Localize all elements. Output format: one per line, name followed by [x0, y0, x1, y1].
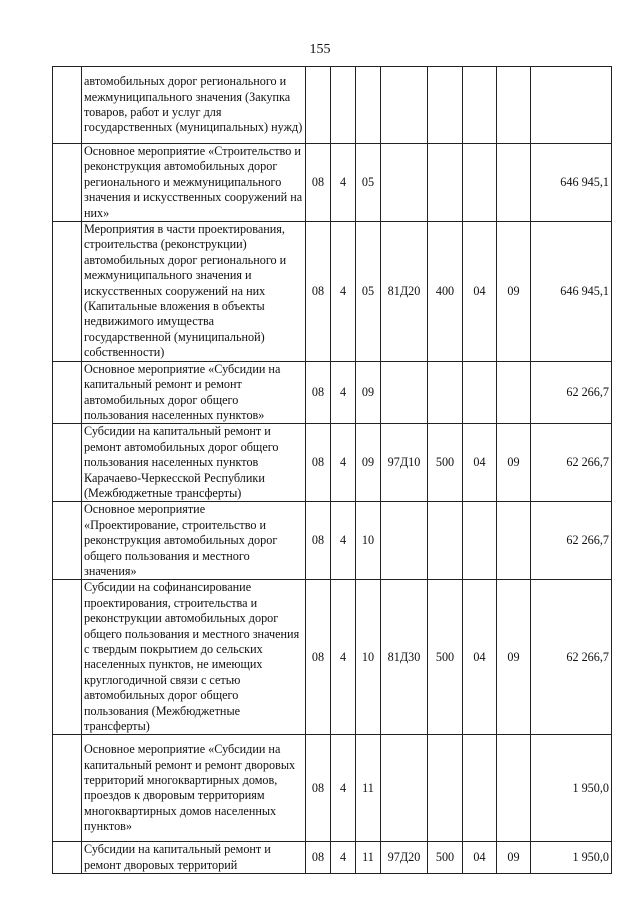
budget-table	[52, 66, 612, 874]
row-number-cell	[53, 580, 82, 735]
code-cell-c1: 08	[306, 580, 331, 735]
table-row	[53, 144, 612, 222]
code-cell-c2: 4	[331, 361, 356, 424]
row-name-cell: Основное мероприятие «Субсидии на капитальный ремонт и ремонт автомобильных дорог общего пользования населенных пунктов»	[82, 361, 306, 424]
row-name-cell: Основное мероприятие «Проектирование, строительство и реконструкция автомобильных дорог общего пользования и местного значения»	[82, 502, 306, 580]
code-cell-c5	[428, 735, 463, 842]
code-cell-c4	[381, 361, 428, 424]
code-cell-c7	[497, 735, 531, 842]
code-cell-c4: 97Д20	[381, 842, 428, 874]
amount-cell: 62 266,7	[531, 361, 612, 424]
code-cell-c1: 08	[306, 222, 331, 362]
code-cell-c5: 500	[428, 842, 463, 874]
code-cell-c1	[306, 67, 331, 144]
row-number-cell	[53, 502, 82, 580]
code-cell-c7: 09	[497, 580, 531, 735]
amount-cell: 62 266,7	[531, 580, 612, 735]
code-cell-c6	[463, 735, 497, 842]
code-cell-c3: 05	[356, 222, 381, 362]
amount-cell: 646 945,1	[531, 222, 612, 362]
row-name-cell: Мероприятия в части проектирования, строительства (реконструкции) автомобильных дорог регионального и межмуниципального значения и искусственных сооружений на них (Капитальные вложения в объекты недвижимого имущества государственной (муниципальной) собственности)	[82, 222, 306, 362]
code-cell-c4: 81Д20	[381, 222, 428, 362]
code-cell-c2	[331, 67, 356, 144]
table-row	[53, 580, 612, 735]
code-cell-c6: 04	[463, 424, 497, 502]
code-cell-c3: 10	[356, 502, 381, 580]
code-cell-c7: 09	[497, 842, 531, 874]
table-row	[53, 735, 612, 842]
code-cell-c2: 4	[331, 580, 356, 735]
code-cell-c5: 400	[428, 222, 463, 362]
code-cell-c3: 11	[356, 842, 381, 874]
code-cell-c4	[381, 735, 428, 842]
code-cell-c5	[428, 144, 463, 222]
amount-cell: 62 266,7	[531, 424, 612, 502]
code-cell-c4: 97Д10	[381, 424, 428, 502]
code-cell-c1: 08	[306, 735, 331, 842]
code-cell-c2: 4	[331, 735, 356, 842]
row-name-cell: Субсидии на софинансирование проектирования, строительства и реконструкции автомобильных дорог общего пользования и местного значения с твердым покрытием до сельских населенных пунктов, не имеющих круглогодичной связи с сетью автомобильных дорог общего пользования (Межбюджетные трансферты)	[82, 580, 306, 735]
row-name-cell: Основное мероприятие «Строительство и реконструкция автомобильных дорог регионального и межмуниципального значения и искусственных сооружений на них»	[82, 144, 306, 222]
row-number-cell	[53, 842, 82, 874]
code-cell-c1: 08	[306, 144, 331, 222]
row-name-cell: Основное мероприятие «Субсидии на капитальный ремонт и ремонт дворовых территорий многоквартирных домов, проездов к дворовым территориям многоквартирных домов населенных пунктов»	[82, 735, 306, 842]
page-number: 155	[309, 42, 331, 57]
code-cell-c3: 09	[356, 424, 381, 502]
code-cell-c4	[381, 502, 428, 580]
row-name-cell: Субсидии на капитальный ремонт и ремонт автомобильных дорог общего пользования населенных пунктов Карачаево-Черкесской Республики (Межбюджетные трансферты)	[82, 424, 306, 502]
code-cell-c1: 08	[306, 361, 331, 424]
code-cell-c5	[428, 67, 463, 144]
table-row	[53, 424, 612, 502]
code-cell-c2: 4	[331, 424, 356, 502]
code-cell-c5: 500	[428, 580, 463, 735]
code-cell-c6	[463, 502, 497, 580]
code-cell-c3: 10	[356, 580, 381, 735]
code-cell-c3	[356, 67, 381, 144]
amount-cell: 1 950,0	[531, 842, 612, 874]
code-cell-c7: 09	[497, 424, 531, 502]
row-number-cell	[53, 144, 82, 222]
code-cell-c5	[428, 502, 463, 580]
code-cell-c7	[497, 144, 531, 222]
code-cell-c6: 04	[463, 580, 497, 735]
code-cell-c6: 04	[463, 222, 497, 362]
amount-cell: 62 266,7	[531, 502, 612, 580]
code-cell-c5	[428, 361, 463, 424]
row-number-cell	[53, 67, 82, 144]
code-cell-c1: 08	[306, 502, 331, 580]
code-cell-c2: 4	[331, 842, 356, 874]
row-number-cell	[53, 222, 82, 362]
table-body	[53, 67, 612, 874]
table-row	[53, 842, 612, 874]
amount-cell: 1 950,0	[531, 735, 612, 842]
code-cell-c7	[497, 361, 531, 424]
code-cell-c6	[463, 144, 497, 222]
code-cell-c1: 08	[306, 424, 331, 502]
code-cell-c5: 500	[428, 424, 463, 502]
table-row	[53, 67, 612, 144]
code-cell-c6: 04	[463, 842, 497, 874]
amount-cell	[531, 67, 612, 144]
row-number-cell	[53, 424, 82, 502]
code-cell-c7	[497, 67, 531, 144]
code-cell-c4	[381, 67, 428, 144]
row-number-cell	[53, 735, 82, 842]
row-name-cell: Субсидии на капитальный ремонт и ремонт дворовых территорий	[82, 842, 306, 874]
code-cell-c6	[463, 67, 497, 144]
code-cell-c3: 11	[356, 735, 381, 842]
code-cell-c2: 4	[331, 502, 356, 580]
code-cell-c2: 4	[331, 222, 356, 362]
code-cell-c3: 05	[356, 144, 381, 222]
code-cell-c4: 81Д30	[381, 580, 428, 735]
code-cell-c2: 4	[331, 144, 356, 222]
code-cell-c3: 09	[356, 361, 381, 424]
table-row	[53, 222, 612, 362]
table-row	[53, 502, 612, 580]
code-cell-c7: 09	[497, 222, 531, 362]
code-cell-c4	[381, 144, 428, 222]
code-cell-c1: 08	[306, 842, 331, 874]
table-row	[53, 361, 612, 424]
amount-cell: 646 945,1	[531, 144, 612, 222]
row-number-cell	[53, 361, 82, 424]
code-cell-c6	[463, 361, 497, 424]
row-name-cell: автомобильных дорог регионального и межмуниципального значения (Закупка товаров, работ и услуг для государственных (муниципальных) нужд)	[82, 67, 306, 144]
code-cell-c7	[497, 502, 531, 580]
